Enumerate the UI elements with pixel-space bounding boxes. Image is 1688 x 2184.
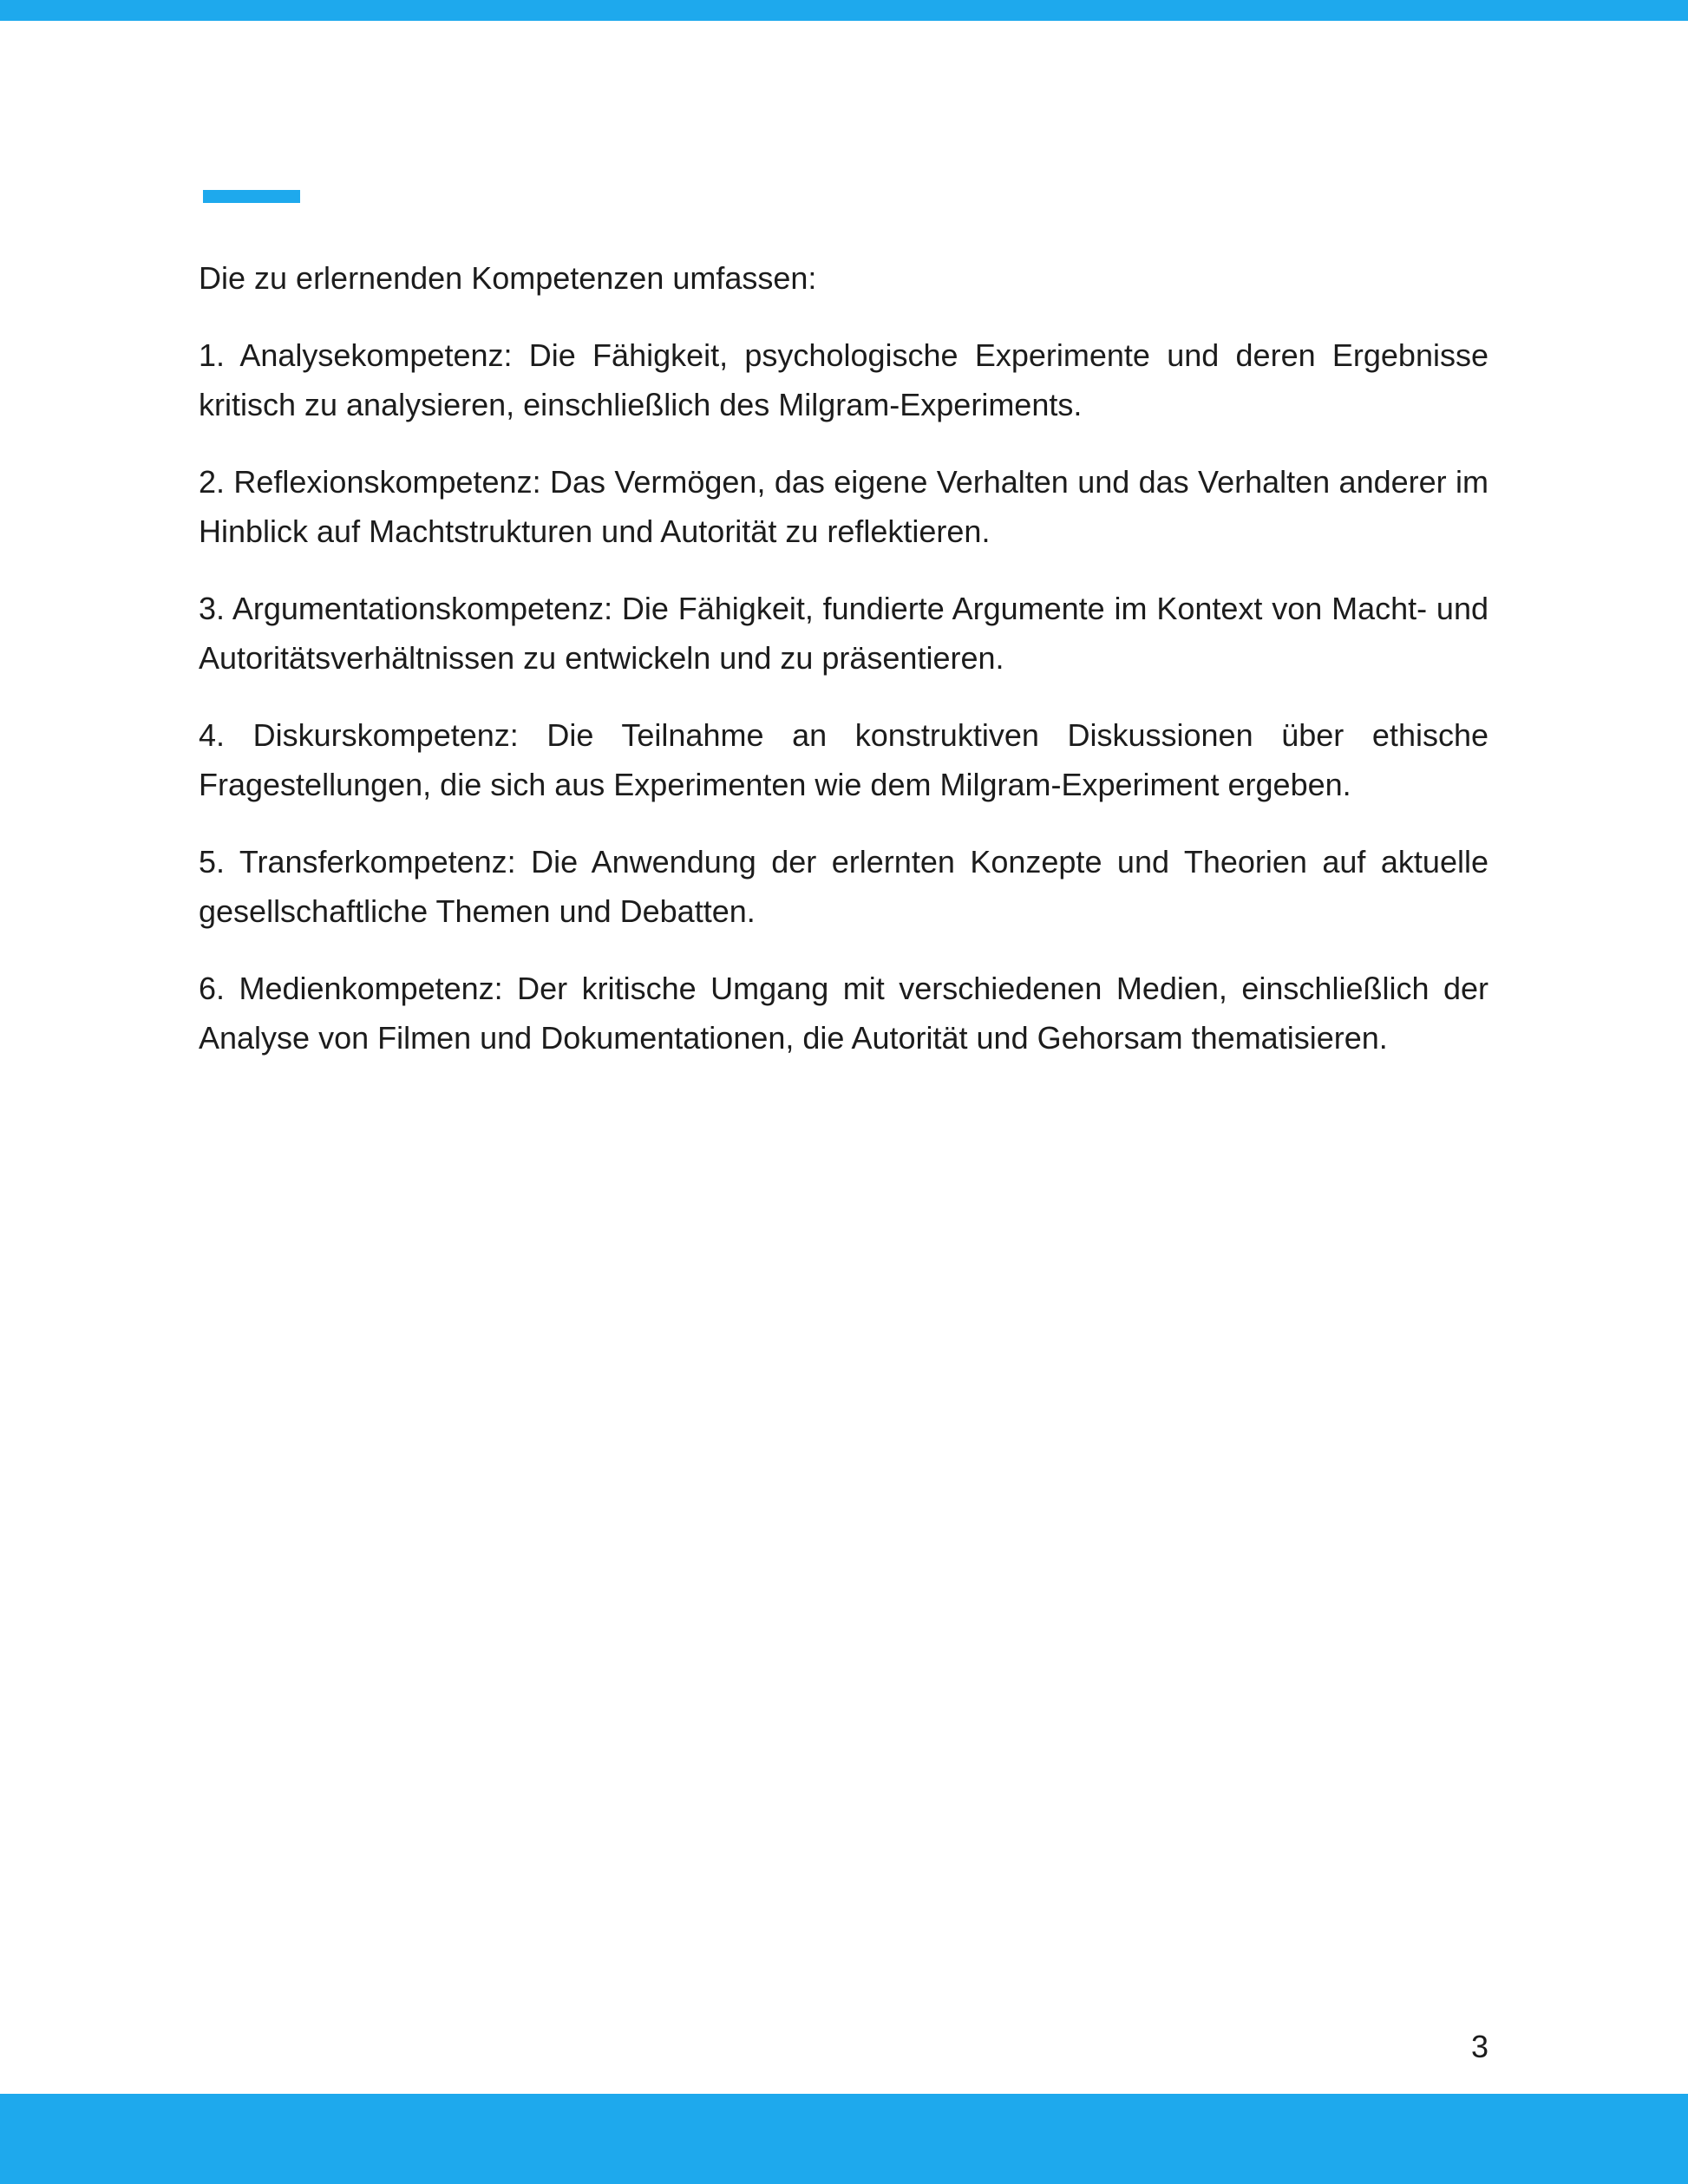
top-accent-bar (0, 0, 1688, 21)
competency-list (199, 330, 1488, 1063)
bottom-accent-bar (0, 2094, 1688, 2184)
competency-diskurs: 4. Diskurskompetenz: Die Teilnahme an konstruktiven Diskussionen über ethische Fragestellungen, die sich aus Experimenten wie dem Milgram-Experiment ergeben. (199, 717, 1488, 802)
competency-reflexion: 2. Reflexionskompetenz: Das Vermögen, das eigene Verhalten und das Verhalten anderer im Hinblick auf Machtstrukturen und Autorität zu reflektieren. (199, 464, 1488, 549)
competency-argumentation: 3. Argumentationskompetenz: Die Fähigkeit, fundierte Argumente im Kontext von Macht- und Autoritätsverhältnissen zu entwickeln und zu präsentieren. (199, 591, 1488, 676)
page-number: 3 (1470, 2029, 1488, 2064)
intro-text: Die zu erlernenden Kompetenzen umfassen: (199, 260, 817, 296)
competency-medien: 6. Medienkompetenz: Der kritische Umgang mit verschiedenen Medien, einschließlich der Analyse von Filmen und Dokumentationen, die Autorität und Gehorsam thematisieren. (199, 971, 1488, 1056)
competency-transfer: 5. Transferkompetenz: Die Anwendung der erlernten Konzepte und Theorien auf aktuelle gesellschaftliche Themen und Debatten. (199, 844, 1488, 929)
section-accent-dash (203, 190, 300, 203)
page-content (199, 253, 1488, 1090)
competency-analyse: 1. Analysekompetenz: Die Fähigkeit, psychologische Experimente und deren Ergebnisse kritisch zu analysieren, einschließlich des Milgram-Experiments. (199, 337, 1488, 422)
